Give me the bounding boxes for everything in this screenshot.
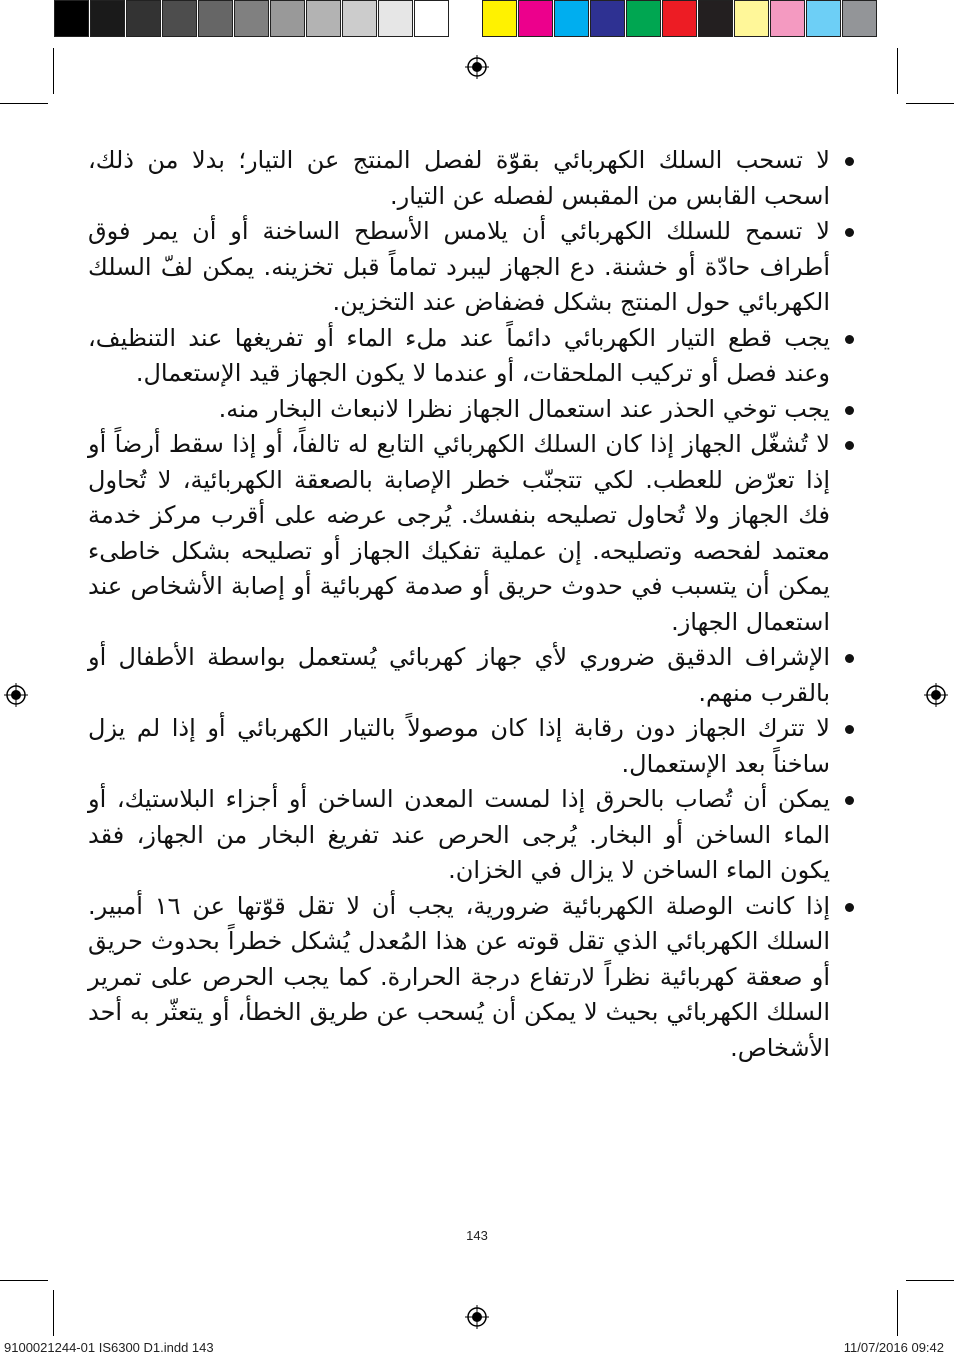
crop-mark [0, 103, 48, 104]
color-swatch [306, 0, 341, 37]
gray-color-bar [54, 0, 450, 40]
list-item [88, 711, 830, 782]
bullet-icon [845, 903, 854, 912]
color-swatch [554, 0, 589, 37]
instruction-text: لا تُشغّل الجهاز إذا كان السلك الكهربائي التابع له تالفاً، أو إذا سقط أرضاً أو إذا تعرّض للعطب. لكي تتجنّب خطر الإصابة بالصعقة الكهربائية، لا تُحاول فك الجهاز ولا تُحاول تصليحه بنفسك. يُرجى عرضه على أقرب مركز خدمة معتمد لفحصه وتصليحه. إن عملية تفكيك الجهاز أو تصليحه بشكل خاطىء يمكن أن يتسبب في حدوث حريق أو صدمة كهربائية أو إصابة الأشخاص عند استعمال الجهاز. [88, 430, 830, 636]
list-item [88, 321, 830, 392]
color-swatch [90, 0, 125, 37]
instruction-text: لا تسمح للسلك الكهربائي أن يلامس الأسطح الساخنة أو أن يمر فوق أطراف حادّة أو خشنة. دع الجهاز ليبرد تماماً قبل تخزينه. يمكن لفّ السلك الكهربائي حول المنتج بشكل فضفاض عند التخزين. [88, 217, 830, 316]
instruction-text: لا تترك الجهاز دون رقابة إذا كان موصولاً بالتيار الكهربائي أو إذا لم يزل ساخناً بعد الإستعمال. [88, 714, 830, 778]
color-swatch [698, 0, 733, 37]
safety-instructions [88, 143, 830, 1066]
color-swatch [378, 0, 413, 37]
crop-mark [906, 103, 954, 104]
color-swatch [842, 0, 877, 37]
crop-mark [897, 48, 898, 94]
instruction-text: الإشراف الدقيق ضروري لأي جهاز كهربائي يُستعمل بواسطة الأطفال أو بالقرب منهم. [88, 643, 830, 707]
bullet-icon [845, 654, 854, 663]
bullet-icon [845, 406, 854, 415]
instruction-list [88, 143, 830, 1066]
list-item [88, 427, 830, 640]
instruction-text: يجب قطع التيار الكهربائي دائماً عند ملء الماء أو تفريغها عند التنظيف، وعند فصل أو تركيب الملحقات، أو عندما لا يكون الجهاز قيد الإستعمال. [88, 323, 830, 387]
crop-mark [0, 1280, 48, 1281]
color-swatch [662, 0, 697, 37]
date-slug: 11/07/2016 09:42 [843, 1340, 944, 1355]
color-swatch [734, 0, 769, 37]
color-swatch [270, 0, 305, 37]
crop-mark [897, 1290, 898, 1336]
color-swatch [126, 0, 161, 37]
process-color-bar [482, 0, 878, 40]
color-swatch [806, 0, 841, 37]
bullet-icon [845, 725, 854, 734]
instruction-text: يمكن أن تُصاب بالحرق إذا لمست المعدن الساخن أو أجزاء البلاستيك، أو الماء الساخن أو البخار. يُرجى الحرص عند تفريغ البخار من الجهاز، فقد يكون الماء الساخن لا يزال في الخزان. [88, 785, 830, 884]
list-item [88, 143, 830, 214]
registration-mark-icon [4, 683, 28, 707]
color-swatch [482, 0, 517, 37]
instruction-text: يجب توخي الحذر عند استعمال الجهاز نظرا لانبعاث البخار منه. [218, 394, 830, 423]
list-item [88, 889, 830, 1067]
page-number: 143 [466, 1228, 488, 1243]
instruction-text: إذا كانت الوصلة الكهربائية ضرورية، يجب أن لا تقل قوّتها عن ١٦ أمبير. السلك الكهربائي الذي تقل قوته عن هذا المُعدل يُشكل خطراً بحدوث حريق أو صعقة كهربائية نظراً لارتفاع درجة الحرارة. كما يجب الحرص على تمرير السلك الكهربائي بحيث لا يمكن أن يُسحب عن طريق الخطأ، أو يتعثّر به أحد الأشخاص. [88, 891, 831, 1062]
bullet-icon [845, 157, 854, 166]
list-item [88, 214, 830, 321]
color-swatch [518, 0, 553, 37]
color-swatch [770, 0, 805, 37]
bullet-icon [845, 796, 854, 805]
registration-mark-icon [465, 1305, 489, 1329]
list-item [88, 782, 830, 889]
registration-mark-icon [465, 55, 489, 79]
color-swatch [198, 0, 233, 37]
color-swatch [54, 0, 89, 37]
color-swatch [414, 0, 449, 37]
bullet-icon [845, 228, 854, 237]
color-swatch [626, 0, 661, 37]
list-item [88, 640, 830, 711]
crop-mark [53, 48, 54, 94]
registration-mark-icon [924, 683, 948, 707]
file-slug: 9100021244-01 IS6300 D1.indd 143 [4, 1340, 214, 1355]
bullet-icon [845, 335, 854, 344]
color-swatch [234, 0, 269, 37]
instruction-text: لا تسحب السلك الكهربائي بقوّة لفصل المنتج عن التيار؛ بدلا من ذلك، اسحب القابس من المقبس لفصله عن التيار. [88, 146, 830, 210]
list-item [88, 392, 830, 428]
bullet-icon [845, 441, 854, 450]
color-swatch [590, 0, 625, 37]
color-swatch [162, 0, 197, 37]
color-swatch [342, 0, 377, 37]
crop-mark [906, 1280, 954, 1281]
crop-mark [53, 1290, 54, 1336]
